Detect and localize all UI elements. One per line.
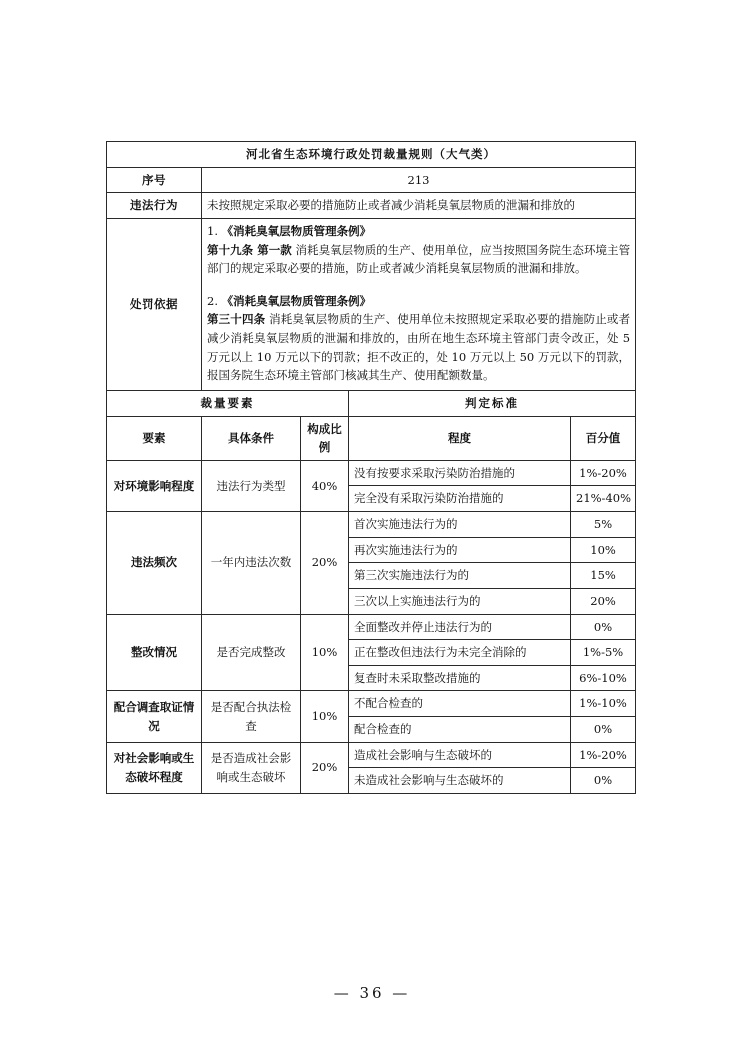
column-header-percent: 百分值 <box>571 416 636 460</box>
penalty-basis-body <box>207 241 630 278</box>
percent-cell: 21%-40% <box>571 486 636 512</box>
percent-cell: 0% <box>571 717 636 743</box>
factor-cell: 配合调查取证情况 <box>107 691 202 742</box>
degree-cell: 未造成社会影响与生态破坏的 <box>349 768 571 794</box>
percent-cell: 1%-5% <box>571 640 636 666</box>
condition-cell: 是否配合执法检查 <box>202 691 301 742</box>
column-header-ratio: 构成比例 <box>301 416 349 460</box>
penalty-basis-row <box>107 218 636 390</box>
condition-cell: 是否完成整改 <box>202 614 301 691</box>
percent-cell: 1%-20% <box>571 742 636 768</box>
page-number: — 36 — <box>333 984 411 1002</box>
penalty-basis-text: 消耗臭氧层物质的生产、使用单位未按照规定采取必要的措施防止或者减少消耗臭氧层物质的泄漏和排放的，由所在地生态环境主管部门责令改正，处 5 万元以上 10 万元以下的罚款；拒不改正的，处 10 万元以上 50 万元以下的罚款，报国务院生态环境主管部门核减其生产、使用配额数量。 <box>207 312 631 383</box>
penalty-basis-value <box>202 218 636 390</box>
group-header-criteria: 判定标准 <box>349 390 636 416</box>
degree-cell: 首次实施违法行为的 <box>349 512 571 538</box>
illegal-act-value: 未按照规定采取必要的措施防止或者减少消耗臭氧层物质的泄漏和排放的 <box>202 193 636 219</box>
ratio-cell: 10% <box>301 691 349 742</box>
percent-cell: 15% <box>571 563 636 589</box>
condition-cell: 违法行为类型 <box>202 460 301 511</box>
percent-cell: 6%-10% <box>571 665 636 691</box>
illegal-act-row <box>107 193 636 219</box>
ratio-cell: 40% <box>301 460 349 511</box>
title-row <box>107 142 636 168</box>
table-row <box>107 614 636 640</box>
ratio-cell: 20% <box>301 742 349 793</box>
percent-cell: 1%-20% <box>571 460 636 486</box>
penalty-basis-index: 2. <box>207 293 218 308</box>
discretion-group-header-row <box>107 390 636 416</box>
column-header-factor: 要素 <box>107 416 202 460</box>
degree-cell: 正在整改但违法行为未完全消除的 <box>349 640 571 666</box>
discretion-column-header-row <box>107 416 636 460</box>
degree-cell: 完全没有采取污染防治措施的 <box>349 486 571 512</box>
factor-cell: 违法频次 <box>107 512 202 615</box>
penalty-basis-item <box>207 292 630 387</box>
group-header-factors: 裁量要素 <box>107 390 349 416</box>
column-header-degree: 程度 <box>349 416 571 460</box>
percent-cell: 5% <box>571 512 636 538</box>
factor-cell: 整改情况 <box>107 614 202 691</box>
table-row <box>107 512 636 538</box>
degree-cell: 三次以上实施违法行为的 <box>349 588 571 614</box>
penalty-basis-regulation: 《消耗臭氧层物质管理条例》 <box>221 223 372 238</box>
penalty-basis-regulation: 《消耗臭氧层物质管理条例》 <box>221 293 372 308</box>
percent-cell: 20% <box>571 588 636 614</box>
serial-number-row <box>107 167 636 193</box>
serial-number-label: 序号 <box>107 167 202 193</box>
degree-cell: 不配合检查的 <box>349 691 571 717</box>
degree-cell: 第三次实施违法行为的 <box>349 563 571 589</box>
penalty-basis-label: 处罚依据 <box>107 218 202 390</box>
percent-cell: 0% <box>571 614 636 640</box>
document-title: 河北省生态环境行政处罚裁量规则（大气类） <box>107 142 636 168</box>
percent-cell: 1%-10% <box>571 691 636 717</box>
serial-number-value: 213 <box>202 167 636 193</box>
penalty-basis-clause: 第十九条 第一款 <box>207 242 292 257</box>
degree-cell: 全面整改并停止违法行为的 <box>349 614 571 640</box>
penalty-basis-clause: 第三十四条 <box>207 312 266 327</box>
ratio-cell: 20% <box>301 512 349 615</box>
degree-cell: 再次实施违法行为的 <box>349 537 571 563</box>
degree-cell: 没有按要求采取污染防治措施的 <box>349 460 571 486</box>
ratio-cell: 10% <box>301 614 349 691</box>
factor-cell: 对社会影响或生态破坏程度 <box>107 742 202 793</box>
table-row <box>107 460 636 486</box>
condition-cell: 是否造成社会影响或生态破坏 <box>202 742 301 793</box>
table-row <box>107 691 636 717</box>
column-header-condition: 具体条件 <box>202 416 301 460</box>
degree-cell: 配合检查的 <box>349 717 571 743</box>
table-row <box>107 742 636 768</box>
percent-cell: 10% <box>571 537 636 563</box>
illegal-act-label: 违法行为 <box>107 193 202 219</box>
degree-cell: 造成社会影响与生态破坏的 <box>349 742 571 768</box>
penalty-basis-index: 1. <box>207 223 218 238</box>
penalty-basis-item <box>207 222 630 292</box>
condition-cell: 一年内违法次数 <box>202 512 301 615</box>
penalty-basis-body <box>207 310 630 385</box>
penalty-basis-heading <box>207 222 630 241</box>
penalty-basis-heading <box>207 292 630 311</box>
degree-cell: 复查时未采取整改措施的 <box>349 665 571 691</box>
factor-cell: 对环境影响程度 <box>107 460 202 511</box>
penalty-discretion-table <box>106 141 636 794</box>
penalty-basis-text: 消耗臭氧层物质的生产、使用单位，应当按照国务院生态环境主管部门的规定采取必要的措施，防止或者减少消耗臭氧层物质的泄漏和排放。 <box>207 242 631 276</box>
percent-cell: 0% <box>571 768 636 794</box>
